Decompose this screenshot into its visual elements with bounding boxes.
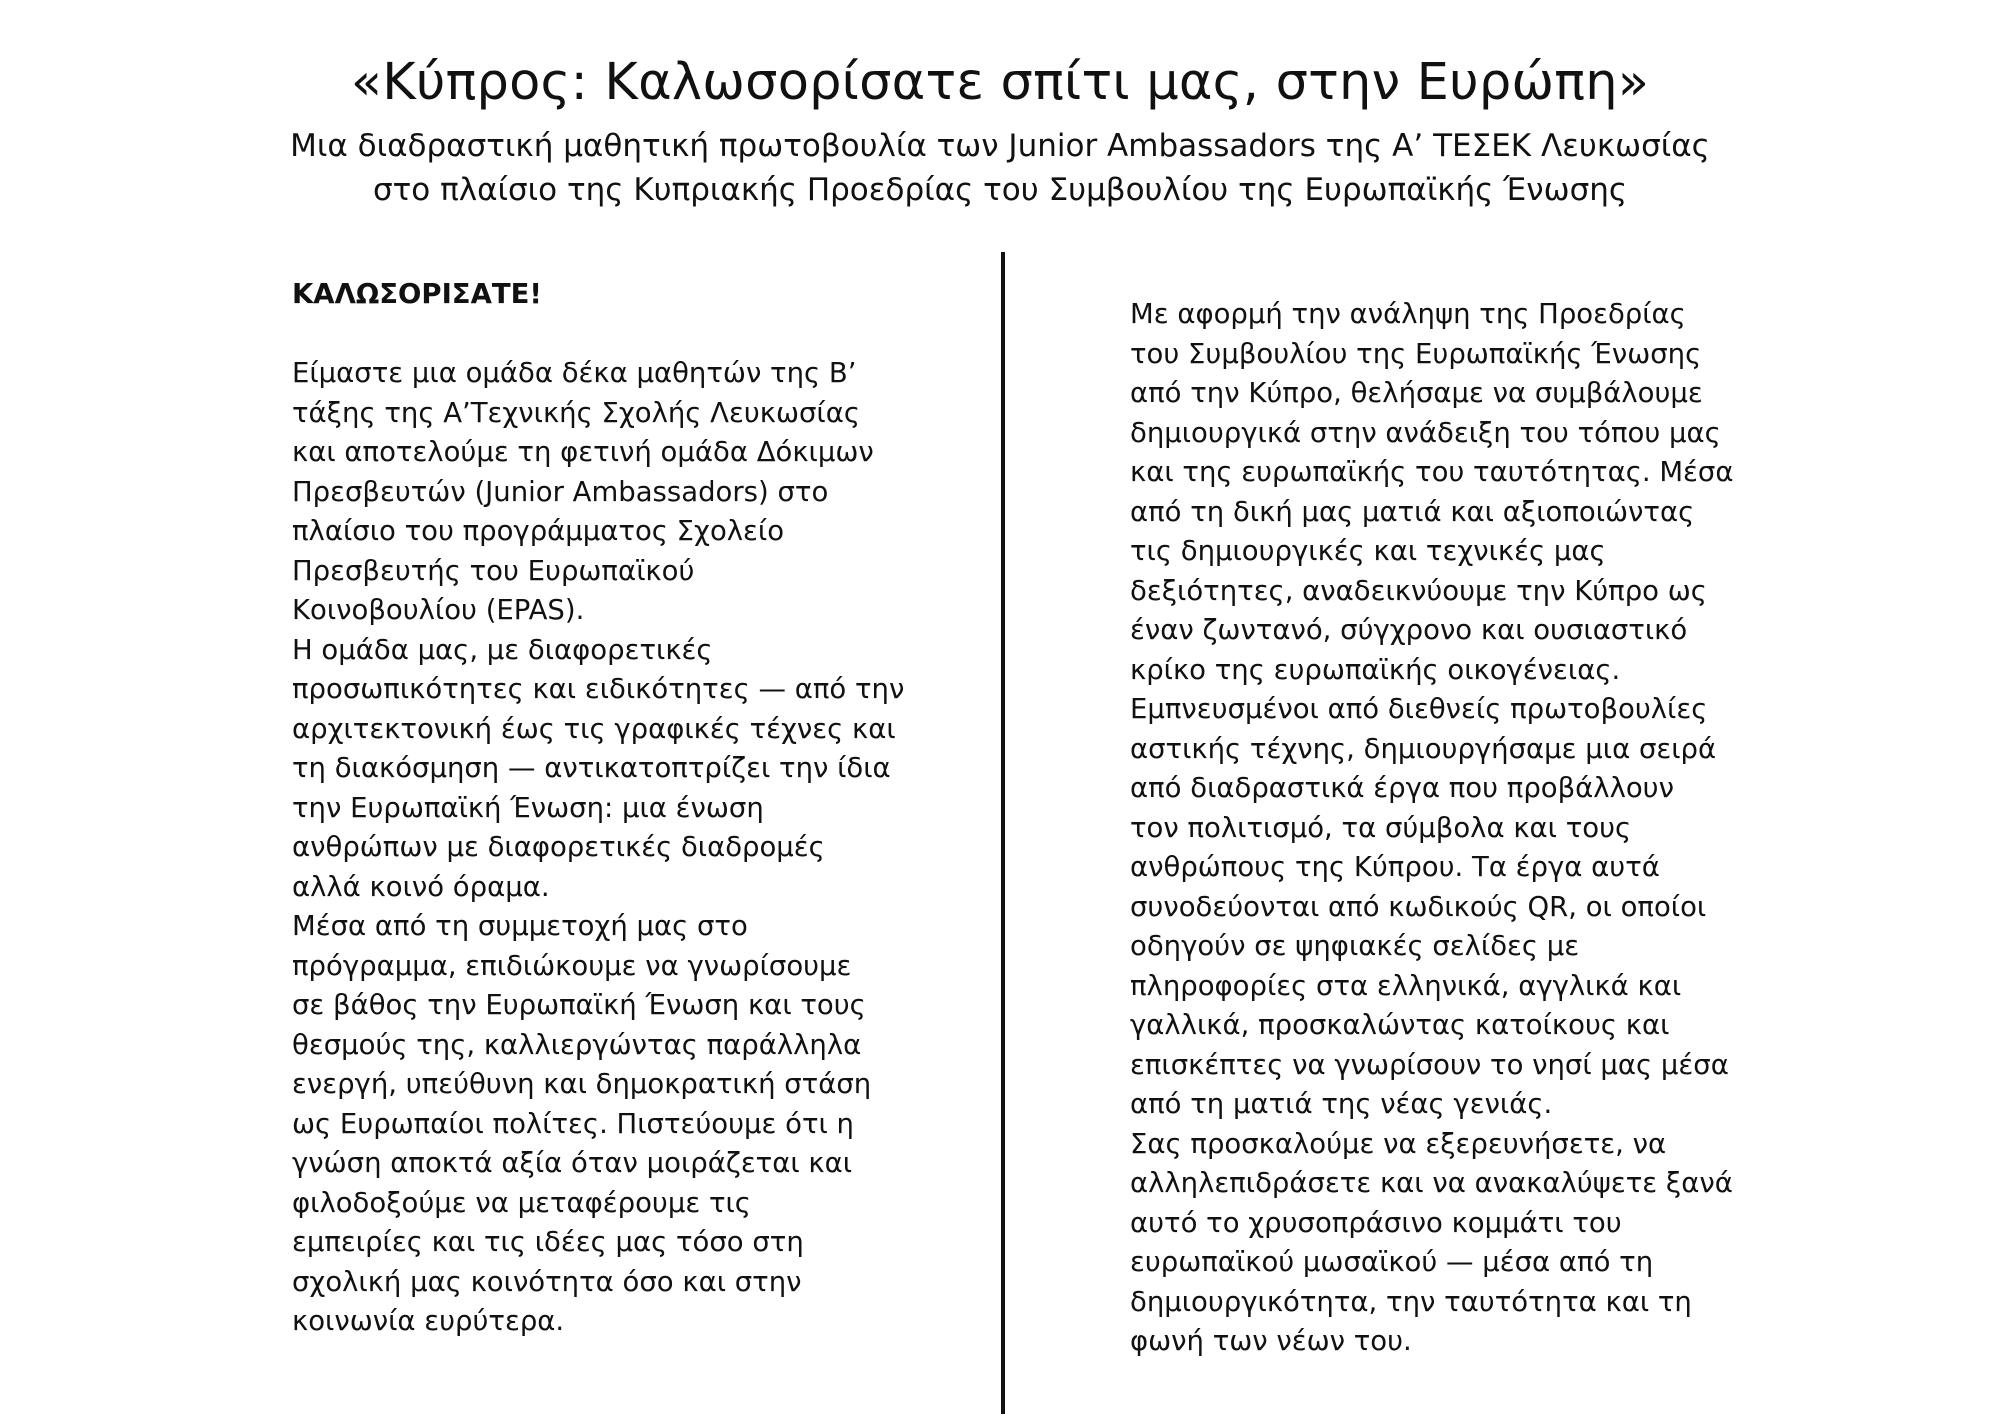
section-heading: ΚΑΛΩΣΟΡΙΣΑΤΕ!: [292, 278, 542, 310]
text-line: του Συμβουλίου της Ευρωπαϊκής Ένωσης: [1130, 337, 1702, 370]
text-line: επισκέπτες να γνωρίσουν το νησί μας μέσα: [1130, 1048, 1729, 1081]
text-line: σε βάθος την Ευρωπαϊκή Ένωση και τους: [292, 989, 866, 1021]
text-line: προσωπικότητες και ειδικότητες — από την: [292, 673, 905, 705]
text-line: ενεργή, υπεύθυνη και δημοκρατική στάση: [292, 1068, 872, 1100]
text-line: αλληλεπιδράσετε και να ανακαλύψετε ξανά: [1130, 1167, 1733, 1199]
text-line: από την Κύπρο, θελήσαμε να συμβάλουμε: [1130, 377, 1703, 409]
text-line: από διαδραστικά έργα που προβάλλουν: [1130, 772, 1674, 804]
left-column: [292, 275, 912, 1342]
text-line: πλαίσιο του προγράμματος Σχολείο: [292, 515, 785, 547]
text-line: Είμαστε μια ομάδα δέκα μαθητών της Β’: [292, 357, 857, 389]
text-line: φιλοδοξούμε να μεταφέρουμε τις: [292, 1186, 751, 1219]
text-line: από τη δική μας ματιά και αξιοποιώντας: [1130, 495, 1695, 528]
text-line: ανθρώπους της Κύπρου. Τα έργα αυτά: [1130, 851, 1660, 883]
text-line: και της ευρωπαϊκής του ταυτότητας. Μέσα: [1130, 456, 1734, 488]
text-line: τη διακόσμηση — αντικατοπτρίζει την ίδια: [292, 752, 891, 784]
page-title: «Κύπρος: Καλωσορίσατε σπίτι μας, στην Ευρώπη»: [350, 53, 1650, 112]
text-line: Με αφορμή την ανάληψη της Προεδρίας: [1130, 298, 1686, 330]
text-line: Μέσα από τη συμμετοχή μας στο: [292, 910, 748, 942]
text-line: πρόγραμμα, επιδιώκουμε να γνωρίσουμε: [292, 949, 852, 982]
text-line: κρίκο της ευρωπαϊκής οικογένειας.: [1130, 653, 1621, 686]
text-line: δημιουργικά στην ανάδειξη του τόπου μας: [1130, 416, 1721, 449]
text-line: θεσμούς της, καλλιεργώντας παράλληλα: [292, 1028, 862, 1061]
text-line: Πρεσβευτής του Ευρωπαϊκού: [292, 554, 695, 587]
text-line: τον πολιτισμό, τα σύμβολα και τους: [1130, 811, 1632, 844]
paragraph-spacer: [292, 315, 912, 355]
text-line: εμπειρίες και τις ιδέες μας τόσο στη: [292, 1226, 804, 1258]
text-line: τάξης της Α’Τεχνικής Σχολής Λευκωσίας: [292, 396, 860, 429]
text-line: από τη ματιά της νέας γενιάς.: [1130, 1088, 1553, 1120]
text-line: σχολική μας κοινότητα όσο και στην: [292, 1265, 802, 1298]
text-line: συνοδεύονται από κωδικούς QR, οι οποίοι: [1130, 890, 1707, 923]
text-line: αρχιτεκτονική έως τις γραφικές τέχνες και: [292, 712, 896, 745]
text-line: έναν ζωντανό, σύγχρονο και ουσιαστικό: [1130, 614, 1688, 646]
text-line: αστικής τέχνης, δημιουργήσαμε μια σειρά: [1130, 732, 1717, 765]
text-line: αυτό το χρυσοπράσινο κομμάτι του: [1130, 1206, 1622, 1239]
text-line: Εμπνευσμένοι από διεθνείς πρωτοβουλίες: [1130, 693, 1708, 725]
text-line: Η ομάδα μας, με διαφορετικές: [292, 633, 713, 666]
text-line: τις δημιουργικές και τεχνικές μας: [1130, 535, 1606, 567]
text-line: Πρεσβευτών (Junior Ambassadors) στο: [292, 475, 829, 508]
text-line: και αποτελούμε τη φετινή ομάδα Δόκιμων: [292, 436, 874, 468]
subtitle-line: στο πλαίσιο της Κυπριακής Προεδρίας του Συμβουλίου της Ευρωπαϊκής Ένωσης: [372, 172, 1628, 208]
page-subtitle: [0, 124, 2000, 212]
subtitle-line: Μια διαδραστική μαθητική πρωτοβουλία των Junior Ambassadors της Α’ ΤΕΣΕΚ Λευκωσίας: [290, 128, 1710, 164]
text-line: δεξιότητες, αναδεικνύουμε την Κύπρο ως: [1130, 574, 1707, 607]
text-line: ως Ευρωπαίοι πολίτες. Πιστεύουμε ότι η: [292, 1107, 854, 1140]
text-line: γαλλικά, προσκαλώντας κατοίκους και: [1130, 1009, 1670, 1041]
text-line: ανθρώπων με διαφορετικές διαδρομές: [292, 831, 825, 863]
text-line: Κοινοβουλίου (EPAS).: [292, 594, 585, 626]
text-line: γνώση αποκτά αξία όταν μοιράζεται και: [292, 1147, 853, 1179]
right-column: [1130, 295, 1750, 1362]
text-line: οδηγούν σε ψηφιακές σελίδες με: [1130, 930, 1580, 962]
text-line: αλλά κοινό όραμα.: [292, 870, 550, 903]
text-line: πληροφορίες στα ελληνικά, αγγλικά και: [1130, 969, 1682, 1002]
text-line: την Ευρωπαϊκή Ένωση: μια ένωση: [292, 791, 764, 824]
text-line: ευρωπαϊκού μωσαϊκού — μέσα από τη: [1130, 1246, 1654, 1278]
text-line: φωνή των νέων του.: [1130, 1325, 1412, 1357]
text-line: δημιουργικότητα, την ταυτότητα και τη: [1130, 1285, 1692, 1318]
column-divider: [1001, 252, 1005, 1414]
text-line: Σας προσκαλούμε να εξερευνήσετε, να: [1130, 1127, 1667, 1160]
text-line: κοινωνία ευρύτερα.: [292, 1305, 565, 1337]
